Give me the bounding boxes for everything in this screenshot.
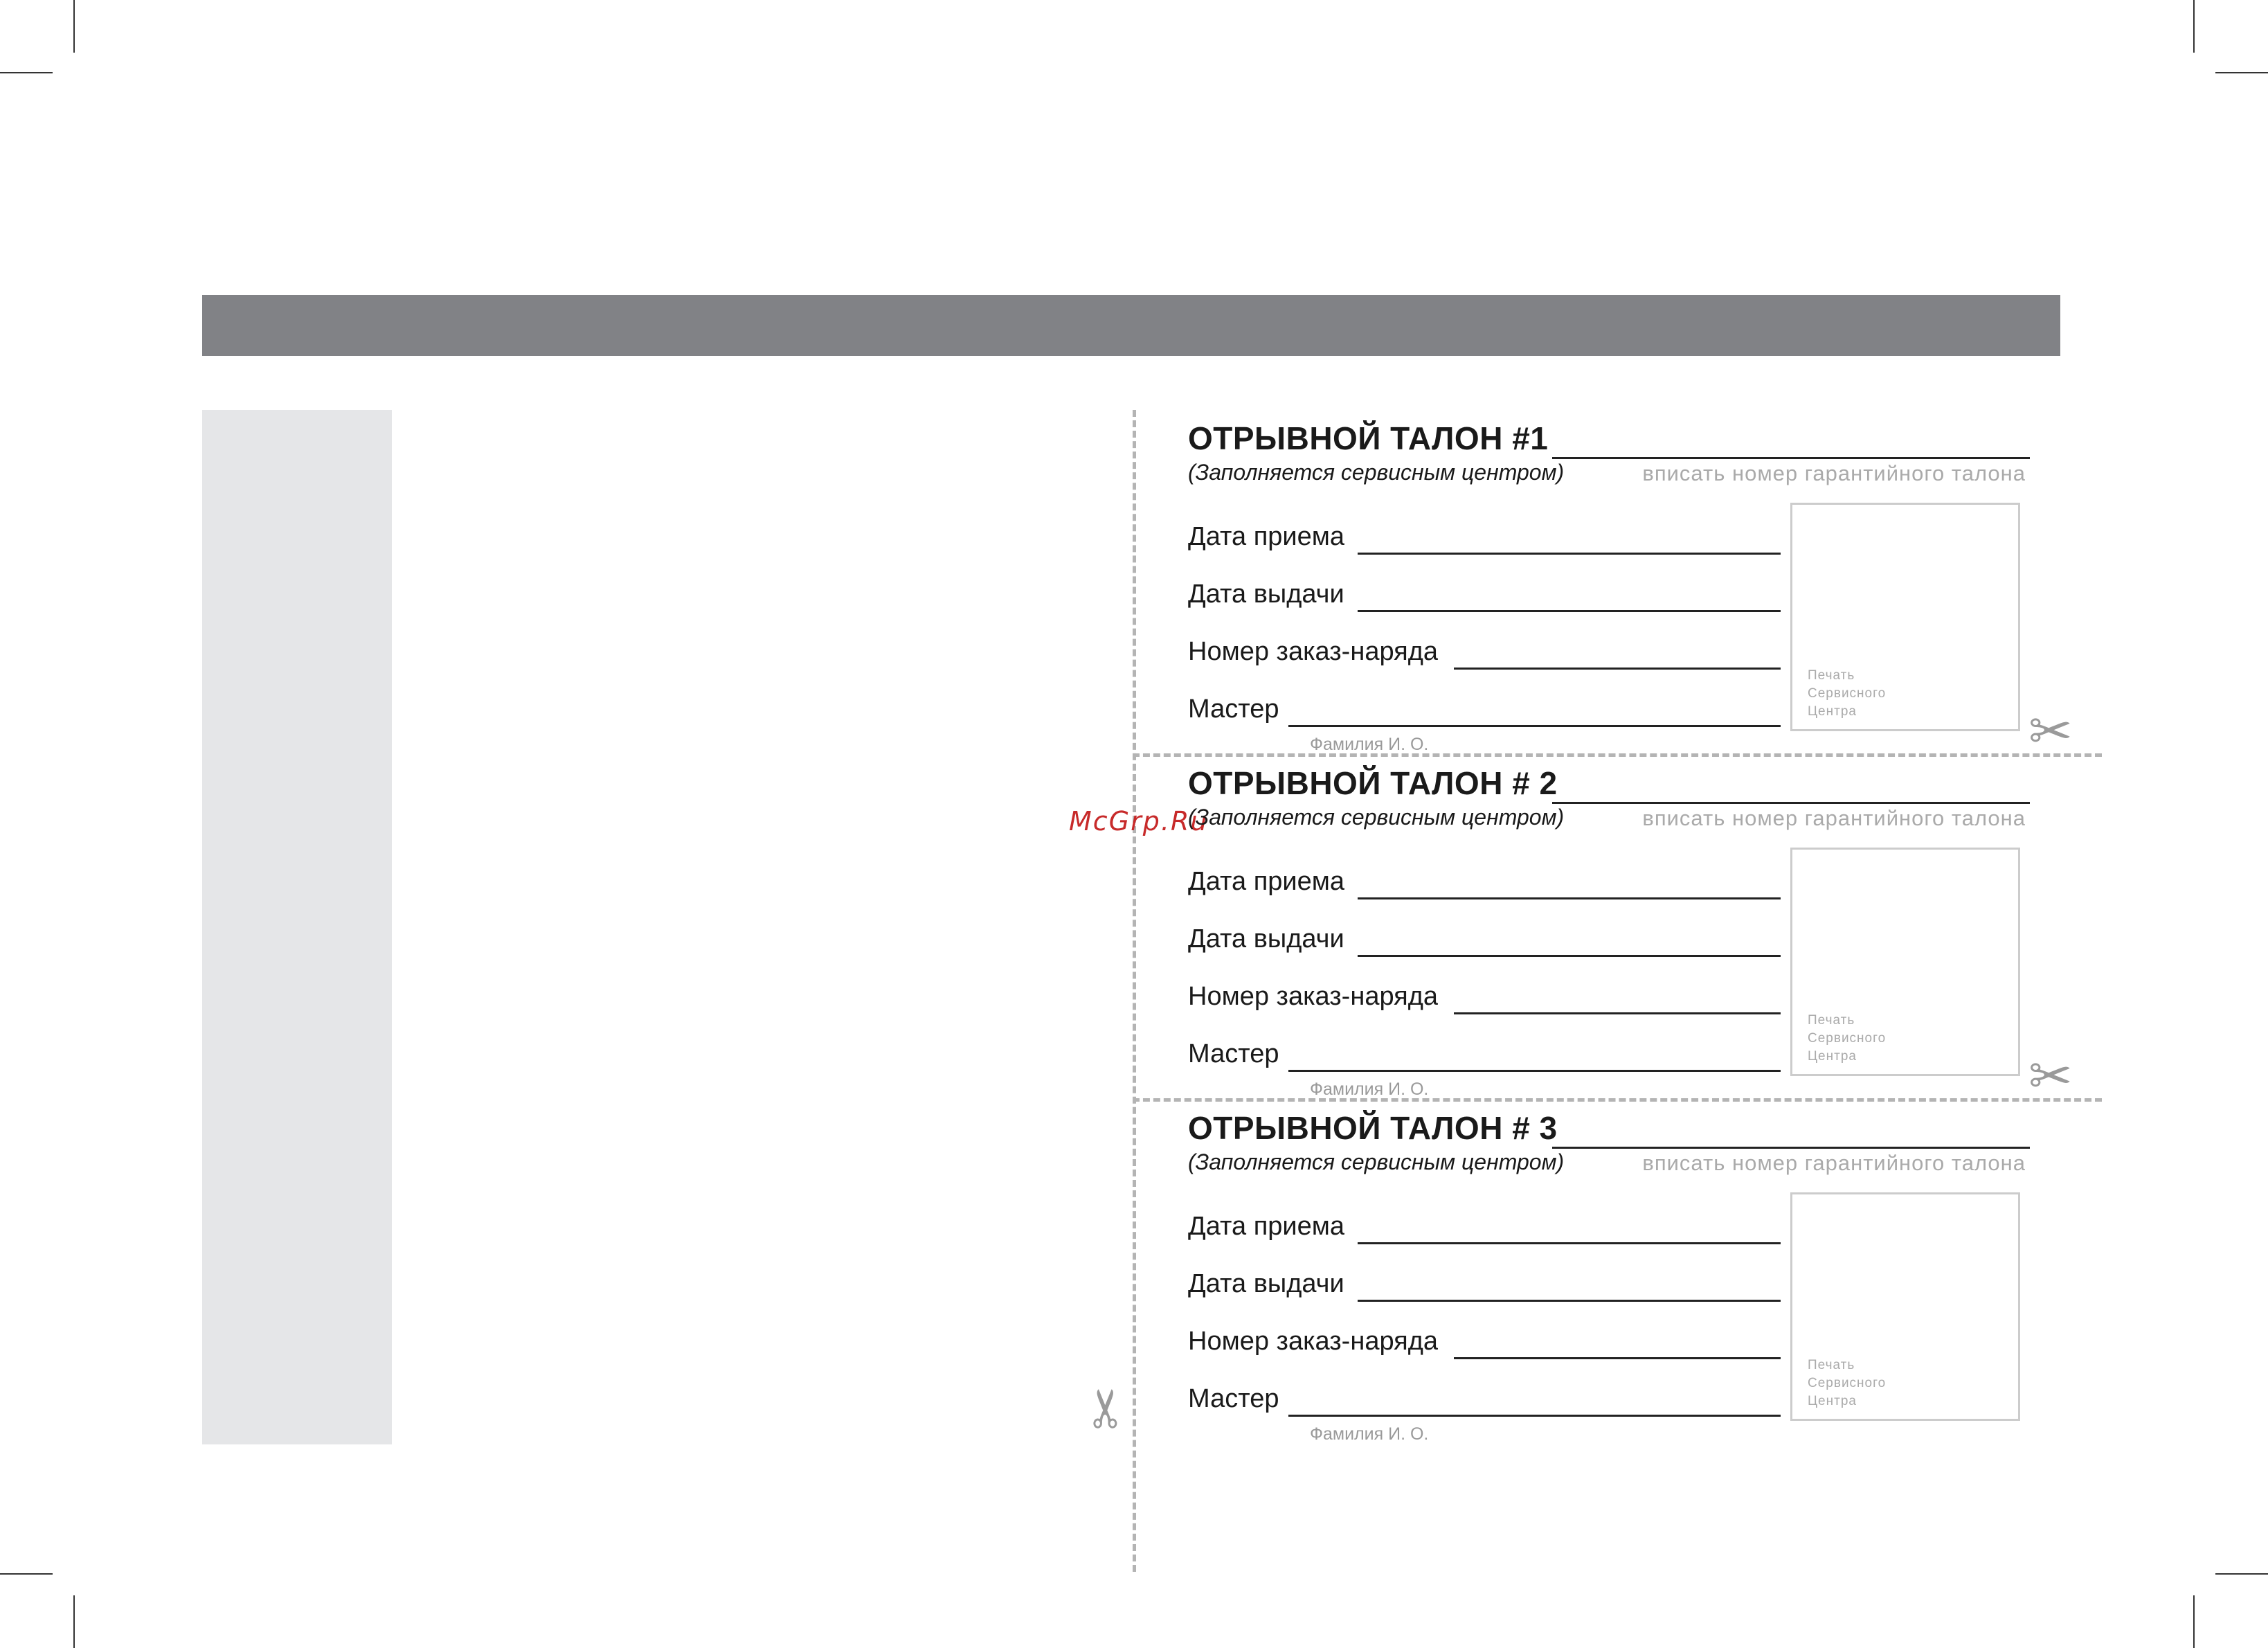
crop-mark	[73, 1595, 75, 1648]
field-date-issued	[1188, 580, 1781, 614]
master-line[interactable]	[1288, 1070, 1781, 1072]
field-label: Дата приема	[1188, 522, 1345, 551]
horizontal-cut-line	[1133, 1098, 2102, 1102]
crop-mark	[2215, 72, 2268, 73]
field-label: Мастер	[1188, 1039, 1279, 1068]
field-master	[1188, 1384, 1781, 1444]
crop-mark	[2193, 1595, 2195, 1648]
date-received-line[interactable]	[1358, 897, 1781, 899]
crop-mark	[2215, 1573, 2268, 1575]
crop-mark	[0, 72, 53, 73]
field-order-number	[1188, 1327, 1781, 1361]
stamp-line: Сервисного	[1808, 1376, 1887, 1390]
ticket-subtitle: (Заполняется сервисным центром)	[1188, 805, 1565, 830]
horizontal-cut-line	[1133, 753, 2102, 757]
tear-off-ticket-2	[1188, 758, 2033, 1099]
field-label: Номер заказ-наряда	[1188, 982, 1439, 1011]
field-label: Дата выдачи	[1188, 924, 1344, 953]
stamp-line: Центра	[1808, 1394, 1857, 1408]
field-label: Дата приема	[1188, 1212, 1345, 1241]
date-issued-line[interactable]	[1358, 1300, 1781, 1302]
ticket-number-hint: вписать номер гарантийного талона	[1642, 461, 2026, 485]
stamp-box	[1790, 503, 2020, 731]
field-date-received	[1188, 867, 1781, 902]
order-number-line[interactable]	[1454, 1012, 1781, 1014]
field-label: Дата выдачи	[1188, 580, 1344, 609]
field-order-number	[1188, 982, 1781, 1016]
master-note: Фамилия И. О.	[1310, 1424, 1429, 1444]
ticket-number-hint: вписать номер гарантийного талона	[1642, 806, 2026, 830]
master-line[interactable]	[1288, 725, 1781, 727]
field-master	[1188, 695, 1781, 754]
header-bar	[202, 295, 2060, 356]
crop-mark	[73, 0, 75, 53]
crop-mark	[0, 1573, 53, 1575]
stamp-caption	[1808, 1356, 1886, 1410]
field-date-received	[1188, 522, 1781, 557]
ticket-title: ОТРЫВНОЙ ТАЛОН # 3	[1188, 1110, 1558, 1146]
stamp-line: Центра	[1808, 1049, 1857, 1064]
master-note: Фамилия И. О.	[1310, 735, 1429, 754]
stamp-line: Печать	[1808, 668, 1855, 683]
ticket-number-line[interactable]	[1552, 802, 2030, 804]
watermark: McGrp.Ru	[1069, 806, 1209, 836]
order-number-line[interactable]	[1454, 1357, 1781, 1359]
ticket-number-line[interactable]	[1552, 457, 2030, 459]
field-label: Номер заказ-наряда	[1188, 637, 1439, 666]
date-issued-line[interactable]	[1358, 955, 1781, 957]
scissors-icon: ✂	[1074, 1386, 1137, 1431]
scissors-icon: ✂	[2028, 1045, 2073, 1107]
ticket-title: ОТРЫВНОЙ ТАЛОН # 2	[1188, 765, 1558, 801]
side-panel	[202, 410, 392, 1444]
crop-mark	[2193, 0, 2195, 53]
tear-off-ticket-1	[1188, 413, 2033, 754]
ticket-subtitle: (Заполняется сервисным центром)	[1188, 460, 1565, 485]
ticket-subtitle: (Заполняется сервисным центром)	[1188, 1149, 1565, 1174]
date-received-line[interactable]	[1358, 553, 1781, 555]
stamp-line: Сервисного	[1808, 1031, 1887, 1046]
field-date-received	[1188, 1212, 1781, 1246]
field-label: Мастер	[1188, 695, 1279, 724]
field-master	[1188, 1039, 1781, 1099]
scissors-icon: ✂	[2028, 700, 2073, 762]
stamp-line: Печать	[1808, 1013, 1855, 1028]
stamp-caption	[1808, 1012, 1886, 1066]
field-label: Дата выдачи	[1188, 1269, 1344, 1298]
master-note: Фамилия И. О.	[1310, 1080, 1429, 1099]
field-date-issued	[1188, 1269, 1781, 1304]
stamp-box	[1790, 1192, 2020, 1421]
stamp-box	[1790, 848, 2020, 1076]
master-line[interactable]	[1288, 1415, 1781, 1417]
field-label: Номер заказ-наряда	[1188, 1327, 1439, 1356]
stamp-line: Печать	[1808, 1358, 1855, 1372]
stamp-line: Центра	[1808, 704, 1857, 719]
ticket-title: ОТРЫВНОЙ ТАЛОН #1	[1188, 420, 1549, 456]
ticket-number-hint: вписать номер гарантийного талона	[1642, 1151, 2026, 1175]
ticket-number-line[interactable]	[1552, 1147, 2030, 1149]
order-number-line[interactable]	[1454, 668, 1781, 670]
field-label: Мастер	[1188, 1384, 1279, 1413]
tear-off-ticket-3	[1188, 1102, 2033, 1444]
stamp-line: Сервисного	[1808, 686, 1887, 701]
field-label: Дата приема	[1188, 867, 1345, 896]
field-order-number	[1188, 637, 1781, 672]
date-received-line[interactable]	[1358, 1242, 1781, 1244]
field-date-issued	[1188, 924, 1781, 959]
date-issued-line[interactable]	[1358, 610, 1781, 612]
stamp-caption	[1808, 667, 1886, 721]
